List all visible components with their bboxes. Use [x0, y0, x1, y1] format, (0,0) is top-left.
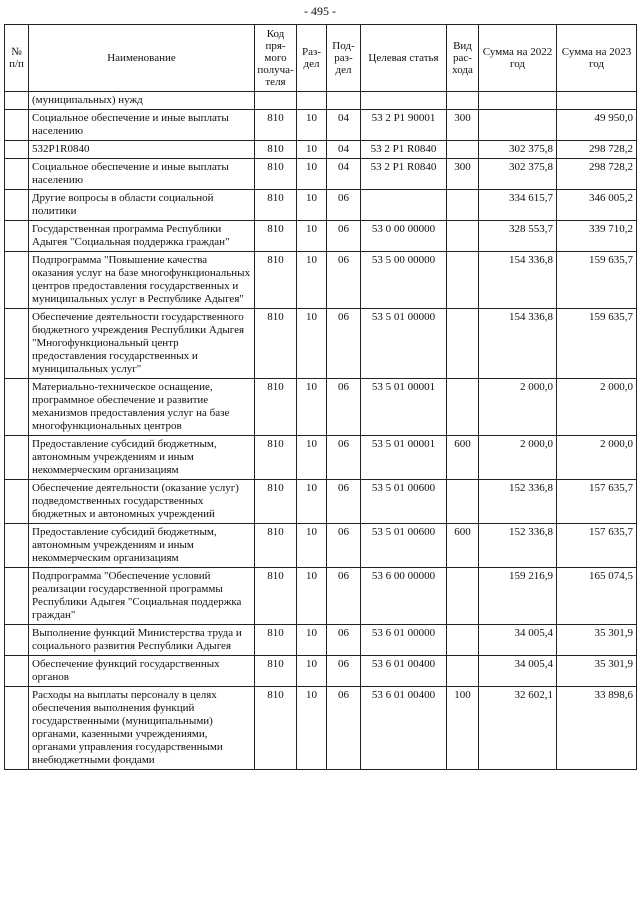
- cell-name: Другие вопросы в области социальной политики: [29, 190, 255, 221]
- header-sum-2023: Сумма на 2023 год: [557, 25, 637, 92]
- table-row: [5, 656, 637, 687]
- cell-podrazdel: 04: [327, 159, 361, 190]
- cell-sum-2023: 298 728,2: [557, 159, 637, 190]
- cell-vid: [447, 568, 479, 625]
- cell-vid: [447, 656, 479, 687]
- table-header: [5, 25, 637, 92]
- cell-razdel: 10: [297, 436, 327, 480]
- cell-name: Обеспечение деятельности (оказание услуг) подведомственных государственных бюджетных и автономных учреждений: [29, 480, 255, 524]
- cell-target: 53 2 P1 R0840: [361, 159, 447, 190]
- cell-razdel: 10: [297, 480, 327, 524]
- cell-code: 810: [255, 625, 297, 656]
- table-row: [5, 625, 637, 656]
- cell-sum-2022: 152 336,8: [479, 524, 557, 568]
- header-name: Наименование: [29, 25, 255, 92]
- cell-vid: [447, 625, 479, 656]
- cell-vid: [447, 92, 479, 110]
- table-row: [5, 141, 637, 159]
- cell-sum-2023: 165 074,5: [557, 568, 637, 625]
- cell-num: [5, 110, 29, 141]
- cell-sum-2023: [557, 92, 637, 110]
- budget-table-container: [4, 24, 636, 770]
- cell-code: 810: [255, 141, 297, 159]
- cell-sum-2022: 334 615,7: [479, 190, 557, 221]
- header-podrazdel: Под-раз-дел: [327, 25, 361, 92]
- cell-name: (муниципальных) нужд: [29, 92, 255, 110]
- cell-target: 53 5 01 00001: [361, 436, 447, 480]
- cell-podrazdel: 04: [327, 141, 361, 159]
- cell-target: 53 6 01 00000: [361, 625, 447, 656]
- cell-name: Обеспечение функций государственных органов: [29, 656, 255, 687]
- cell-num: [5, 524, 29, 568]
- cell-sum-2023: 2 000,0: [557, 379, 637, 436]
- cell-num: [5, 190, 29, 221]
- cell-code: 810: [255, 524, 297, 568]
- cell-podrazdel: 06: [327, 221, 361, 252]
- cell-target: 53 5 00 00000: [361, 252, 447, 309]
- cell-target: [361, 190, 447, 221]
- cell-code: [255, 92, 297, 110]
- table-row: [5, 480, 637, 524]
- cell-razdel: 10: [297, 687, 327, 770]
- cell-sum-2023: 157 635,7: [557, 480, 637, 524]
- table-row: [5, 92, 637, 110]
- table-row: [5, 110, 637, 141]
- cell-podrazdel: 06: [327, 656, 361, 687]
- cell-podrazdel: 06: [327, 436, 361, 480]
- cell-podrazdel: 06: [327, 524, 361, 568]
- cell-code: 810: [255, 309, 297, 379]
- cell-name: Материально-техническое оснащение, программное обеспечение и развитие механизмов предоставления услуг на базе многофункциональных центров: [29, 379, 255, 436]
- cell-razdel: 10: [297, 159, 327, 190]
- cell-target: [361, 92, 447, 110]
- cell-target: 53 6 01 00400: [361, 656, 447, 687]
- cell-razdel: [297, 92, 327, 110]
- cell-sum-2023: 346 005,2: [557, 190, 637, 221]
- cell-num: [5, 480, 29, 524]
- table-row: [5, 524, 637, 568]
- cell-num: [5, 656, 29, 687]
- cell-vid: 100: [447, 687, 479, 770]
- cell-razdel: 10: [297, 524, 327, 568]
- cell-target: 53 5 01 00001: [361, 379, 447, 436]
- cell-sum-2023: 2 000,0: [557, 436, 637, 480]
- cell-num: [5, 625, 29, 656]
- cell-razdel: 10: [297, 110, 327, 141]
- cell-name: Подпрограмма "Обеспечение условий реализации государственной программы Республики Адыгея "Социальная поддержка граждан": [29, 568, 255, 625]
- page-number: - 495 -: [304, 4, 336, 18]
- table-row: [5, 687, 637, 770]
- cell-num: [5, 379, 29, 436]
- cell-vid: [447, 141, 479, 159]
- cell-name: Обеспечение деятельности государственного бюджетного учреждения Республики Адыгея "Многофункциональный центр предоставления государственных и муниципальных услуг": [29, 309, 255, 379]
- cell-name: Подпрограмма "Повышение качества оказания услуг на базе многофункциональных центров предоставления государственных и муниципальных услуг в Республике Адыгея": [29, 252, 255, 309]
- cell-name: 532P1R0840: [29, 141, 255, 159]
- cell-code: 810: [255, 252, 297, 309]
- cell-target: 53 2 P1 90001: [361, 110, 447, 141]
- cell-podrazdel: 06: [327, 568, 361, 625]
- cell-razdel: 10: [297, 190, 327, 221]
- cell-sum-2023: 157 635,7: [557, 524, 637, 568]
- cell-code: 810: [255, 221, 297, 252]
- cell-vid: 300: [447, 110, 479, 141]
- cell-sum-2022: 2 000,0: [479, 379, 557, 436]
- cell-vid: [447, 252, 479, 309]
- cell-podrazdel: 06: [327, 190, 361, 221]
- cell-sum-2023: 49 950,0: [557, 110, 637, 141]
- cell-vid: [447, 480, 479, 524]
- cell-target: 53 0 00 00000: [361, 221, 447, 252]
- table-row: [5, 190, 637, 221]
- cell-name: Социальное обеспечение и иные выплаты населению: [29, 159, 255, 190]
- cell-sum-2022: [479, 110, 557, 141]
- cell-num: [5, 568, 29, 625]
- budget-table: [4, 24, 637, 770]
- cell-razdel: 10: [297, 656, 327, 687]
- cell-razdel: 10: [297, 379, 327, 436]
- cell-sum-2022: 34 005,4: [479, 656, 557, 687]
- cell-razdel: 10: [297, 252, 327, 309]
- cell-sum-2022: 152 336,8: [479, 480, 557, 524]
- header-vid: Вид рас-хода: [447, 25, 479, 92]
- header-sum-2022: Сумма на 2022 год: [479, 25, 557, 92]
- cell-vid: 600: [447, 436, 479, 480]
- cell-code: 810: [255, 159, 297, 190]
- cell-podrazdel: 06: [327, 379, 361, 436]
- cell-target: 53 5 01 00600: [361, 480, 447, 524]
- cell-sum-2022: 159 216,9: [479, 568, 557, 625]
- cell-name: Выполнение функций Министерства труда и социального развития Республики Адыгея: [29, 625, 255, 656]
- cell-vid: [447, 221, 479, 252]
- cell-razdel: 10: [297, 221, 327, 252]
- table-row: [5, 221, 637, 252]
- cell-target: 53 6 01 00400: [361, 687, 447, 770]
- cell-sum-2022: 302 375,8: [479, 159, 557, 190]
- cell-code: 810: [255, 110, 297, 141]
- header-num: № п/п: [5, 25, 29, 92]
- cell-sum-2022: 154 336,8: [479, 309, 557, 379]
- cell-code: 810: [255, 687, 297, 770]
- cell-num: [5, 221, 29, 252]
- cell-vid: [447, 190, 479, 221]
- cell-target: 53 6 00 00000: [361, 568, 447, 625]
- cell-razdel: 10: [297, 568, 327, 625]
- cell-sum-2022: 34 005,4: [479, 625, 557, 656]
- cell-num: [5, 436, 29, 480]
- cell-sum-2022: 32 602,1: [479, 687, 557, 770]
- header-code: Код пря-мого получа-теля: [255, 25, 297, 92]
- cell-podrazdel: 06: [327, 687, 361, 770]
- cell-podrazdel: [327, 92, 361, 110]
- cell-target: 53 2 P1 R0840: [361, 141, 447, 159]
- cell-sum-2023: 159 635,7: [557, 309, 637, 379]
- header-target: Целевая статья: [361, 25, 447, 92]
- cell-podrazdel: 06: [327, 625, 361, 656]
- cell-code: 810: [255, 656, 297, 687]
- table-row: [5, 159, 637, 190]
- cell-vid: [447, 309, 479, 379]
- table-body: [5, 92, 637, 770]
- cell-sum-2022: 302 375,8: [479, 141, 557, 159]
- cell-num: [5, 159, 29, 190]
- table-row: [5, 309, 637, 379]
- cell-vid: 300: [447, 159, 479, 190]
- cell-num: [5, 141, 29, 159]
- cell-razdel: 10: [297, 309, 327, 379]
- cell-code: 810: [255, 190, 297, 221]
- cell-code: 810: [255, 379, 297, 436]
- cell-vid: 600: [447, 524, 479, 568]
- cell-sum-2023: 33 898,6: [557, 687, 637, 770]
- cell-target: 53 5 01 00000: [361, 309, 447, 379]
- cell-sum-2022: 2 000,0: [479, 436, 557, 480]
- cell-num: [5, 252, 29, 309]
- cell-target: 53 5 01 00600: [361, 524, 447, 568]
- cell-razdel: 10: [297, 625, 327, 656]
- cell-num: [5, 687, 29, 770]
- cell-vid: [447, 379, 479, 436]
- cell-code: 810: [255, 568, 297, 625]
- cell-sum-2022: [479, 92, 557, 110]
- cell-code: 810: [255, 480, 297, 524]
- cell-code: 810: [255, 436, 297, 480]
- table-row: [5, 568, 637, 625]
- header-row: [5, 25, 637, 92]
- cell-name: Социальное обеспечение и иные выплаты населению: [29, 110, 255, 141]
- cell-sum-2023: 298 728,2: [557, 141, 637, 159]
- cell-num: [5, 92, 29, 110]
- cell-sum-2022: 154 336,8: [479, 252, 557, 309]
- cell-name: Предоставление субсидий бюджетным, автономным учреждениям и иным некоммерческим организациям: [29, 436, 255, 480]
- cell-sum-2023: 159 635,7: [557, 252, 637, 309]
- cell-podrazdel: 06: [327, 252, 361, 309]
- cell-name: Государственная программа Республики Адыгея "Социальная поддержка граждан": [29, 221, 255, 252]
- table-row: [5, 252, 637, 309]
- cell-razdel: 10: [297, 141, 327, 159]
- cell-name: Предоставление субсидий бюджетным, автономным учреждениям и иным некоммерческим организациям: [29, 524, 255, 568]
- cell-num: [5, 309, 29, 379]
- cell-sum-2023: 35 301,9: [557, 656, 637, 687]
- table-row: [5, 436, 637, 480]
- cell-podrazdel: 06: [327, 309, 361, 379]
- cell-sum-2023: 339 710,2: [557, 221, 637, 252]
- cell-sum-2023: 35 301,9: [557, 625, 637, 656]
- cell-podrazdel: 04: [327, 110, 361, 141]
- cell-sum-2022: 328 553,7: [479, 221, 557, 252]
- cell-name: Расходы на выплаты персоналу в целях обеспечения выполнения функций государственными (муниципальными) органами, казенными учреждениями, органами управления государственными внебюджетными фондами: [29, 687, 255, 770]
- table-row: [5, 379, 637, 436]
- header-razdel: Раз-дел: [297, 25, 327, 92]
- cell-podrazdel: 06: [327, 480, 361, 524]
